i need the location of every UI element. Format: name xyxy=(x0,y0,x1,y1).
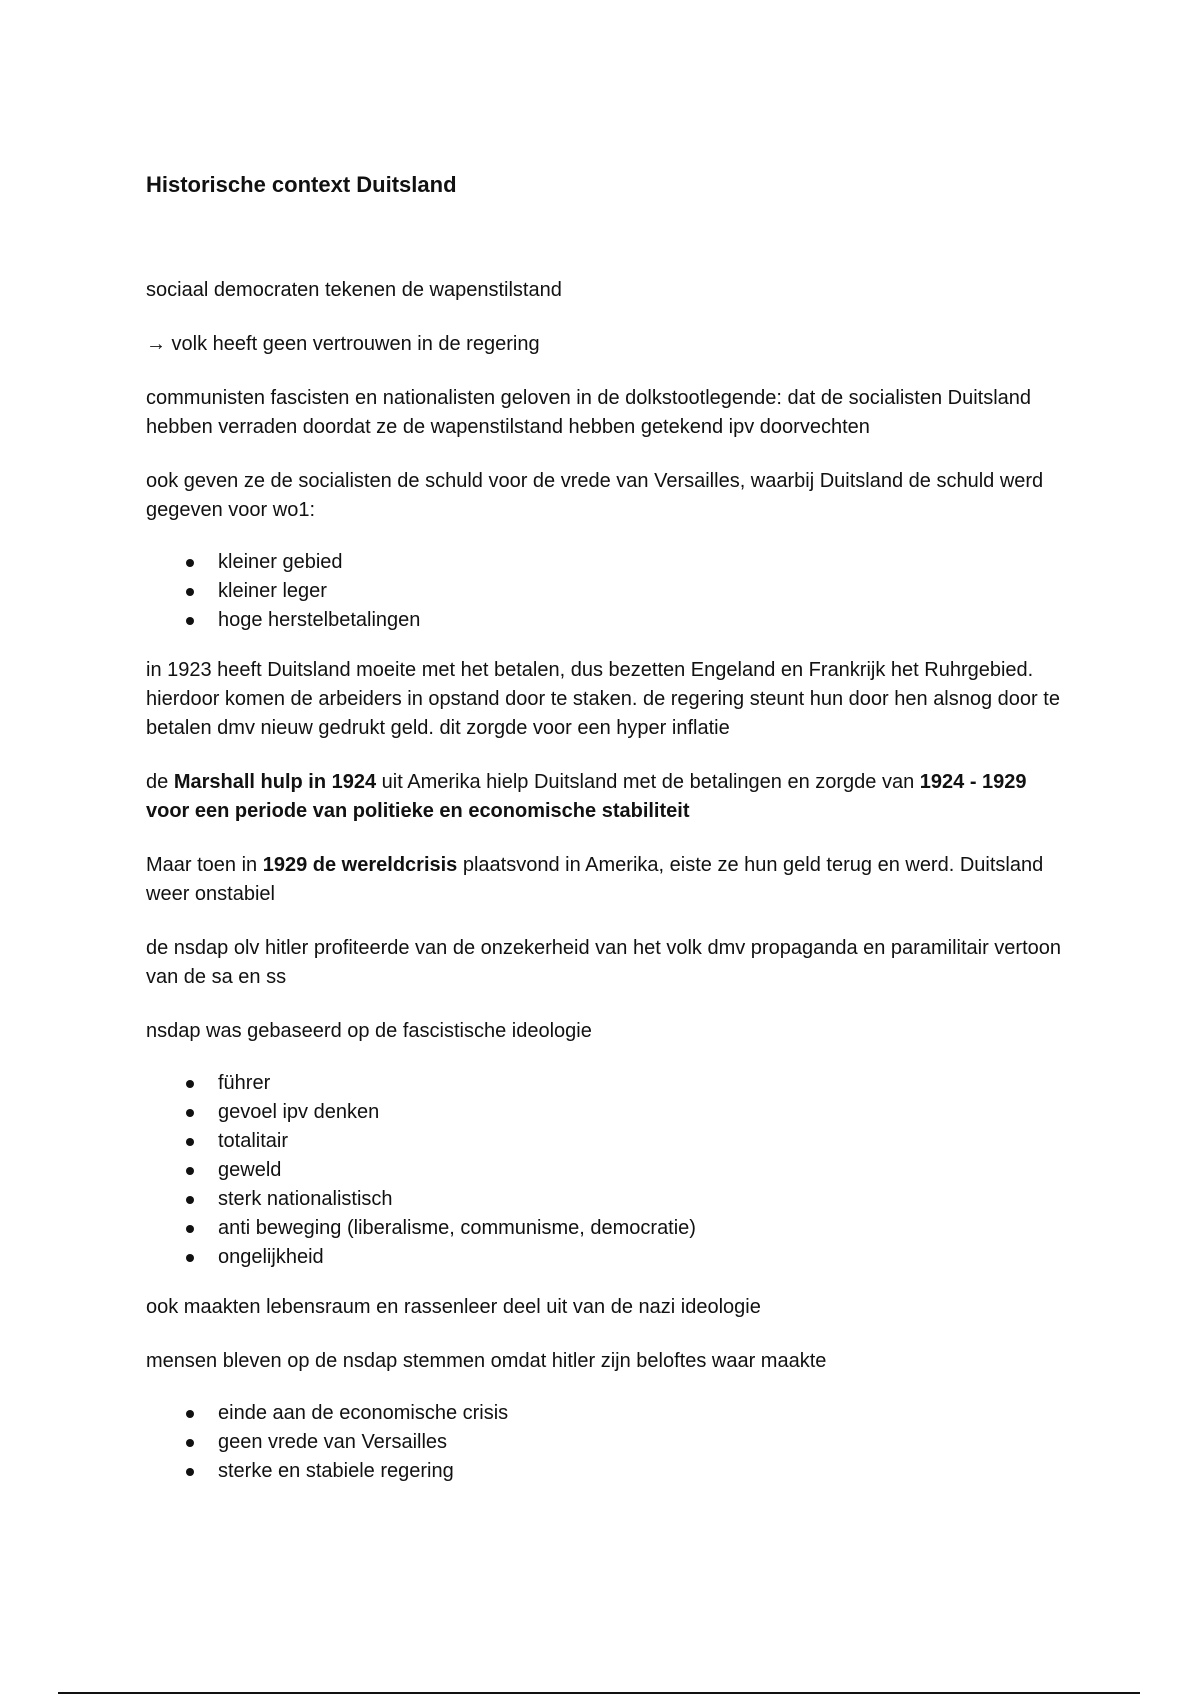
promises-list xyxy=(146,1399,1066,1486)
list-item: kleiner leger xyxy=(186,577,1066,606)
ideology-list xyxy=(146,1069,1066,1272)
list-item: ongelijkheid xyxy=(186,1243,1066,1272)
bullet-icon xyxy=(186,1225,194,1233)
bullet-icon xyxy=(186,1410,194,1418)
list-item: sterke en stabiele regering xyxy=(186,1457,1066,1486)
list-item: führer xyxy=(186,1069,1066,1098)
paragraph-1923: in 1923 heeft Duitsland moeite met het betalen, dus bezetten Engeland en Frankrijk het Ruhrgebied. hierdoor komen de arbeiders in opstand door te staken. de regering steunt hun door hen alsnog door te betalen dmv nieuw gedrukt geld. dit zorgde voor een hyper inflatie xyxy=(146,659,1060,739)
bullet-icon xyxy=(186,588,194,596)
list-item: kleiner gebied xyxy=(186,548,1066,577)
list-item: geen vrede van Versailles xyxy=(186,1428,1066,1457)
list-item: gevoel ipv denken xyxy=(186,1098,1066,1127)
versailles-list xyxy=(146,548,1066,635)
list-item: anti beweging (liberalisme, communisme, democratie) xyxy=(186,1214,1066,1243)
paragraph-wapenstilstand: sociaal democraten tekenen de wapenstilstand xyxy=(146,279,562,301)
bullet-icon xyxy=(186,1109,194,1117)
bullet-icon xyxy=(186,1080,194,1088)
bullet-icon xyxy=(186,559,194,567)
paragraph-lebensraum: ook maakten lebensraum en rassenleer deel uit van de nazi ideologie xyxy=(146,1296,761,1318)
paragraph-dolkstootlegende: communisten fascisten en nationalisten geloven in de dolkstootlegende: dat de socialisten Duitsland hebben verraden doordat ze de wapenstilstand hebben getekend ipv doorvechten xyxy=(146,387,1031,438)
bullet-icon xyxy=(186,1468,194,1476)
bullet-icon xyxy=(186,1196,194,1204)
bullet-icon xyxy=(186,1254,194,1262)
paragraph-nsdap-propaganda: de nsdap olv hitler profiteerde van de onzekerheid van het volk dmv propaganda en paramilitair vertoon van de sa en ss xyxy=(146,937,1061,988)
paragraph-beloftes: mensen bleven op de nsdap stemmen omdat hitler zijn beloftes waar maakte xyxy=(146,1350,827,1372)
paragraph-marshall: de Marshall hulp in 1924 uit Amerika hielp Duitsland met de betalingen en zorgde van 1924 - 1929 voor een periode van politieke en economische stabiliteit xyxy=(146,771,1027,822)
document-title: Historische context Duitsland xyxy=(146,172,457,197)
page-bottom-divider xyxy=(58,1692,1140,1694)
paragraph-wereldcrisis: Maar toen in 1929 de wereldcrisis plaatsvond in Amerika, eiste ze hun geld terug en werd. Duitsland weer onstabiel xyxy=(146,854,1044,905)
bullet-icon xyxy=(186,1167,194,1175)
bullet-icon xyxy=(186,1439,194,1447)
list-item: geweld xyxy=(186,1156,1066,1185)
paragraph-versailles: ook geven ze de socialisten de schuld voor de vrede van Versailles, waarbij Duitsland de schuld werd gegeven voor wo1: xyxy=(146,470,1044,521)
list-item: einde aan de economische crisis xyxy=(186,1399,1066,1428)
list-item: totalitair xyxy=(186,1127,1066,1156)
paragraph-vertrouwen: → volk heeft geen vertrouwen in de regering xyxy=(146,333,540,355)
list-item: sterk nationalistisch xyxy=(186,1185,1066,1214)
paragraph-nsdap-ideologie: nsdap was gebaseerd op de fascistische ideologie xyxy=(146,1020,592,1042)
list-item: hoge herstelbetalingen xyxy=(186,606,1066,635)
bullet-icon xyxy=(186,1138,194,1146)
document-page xyxy=(146,170,1066,1507)
bullet-icon xyxy=(186,617,194,625)
